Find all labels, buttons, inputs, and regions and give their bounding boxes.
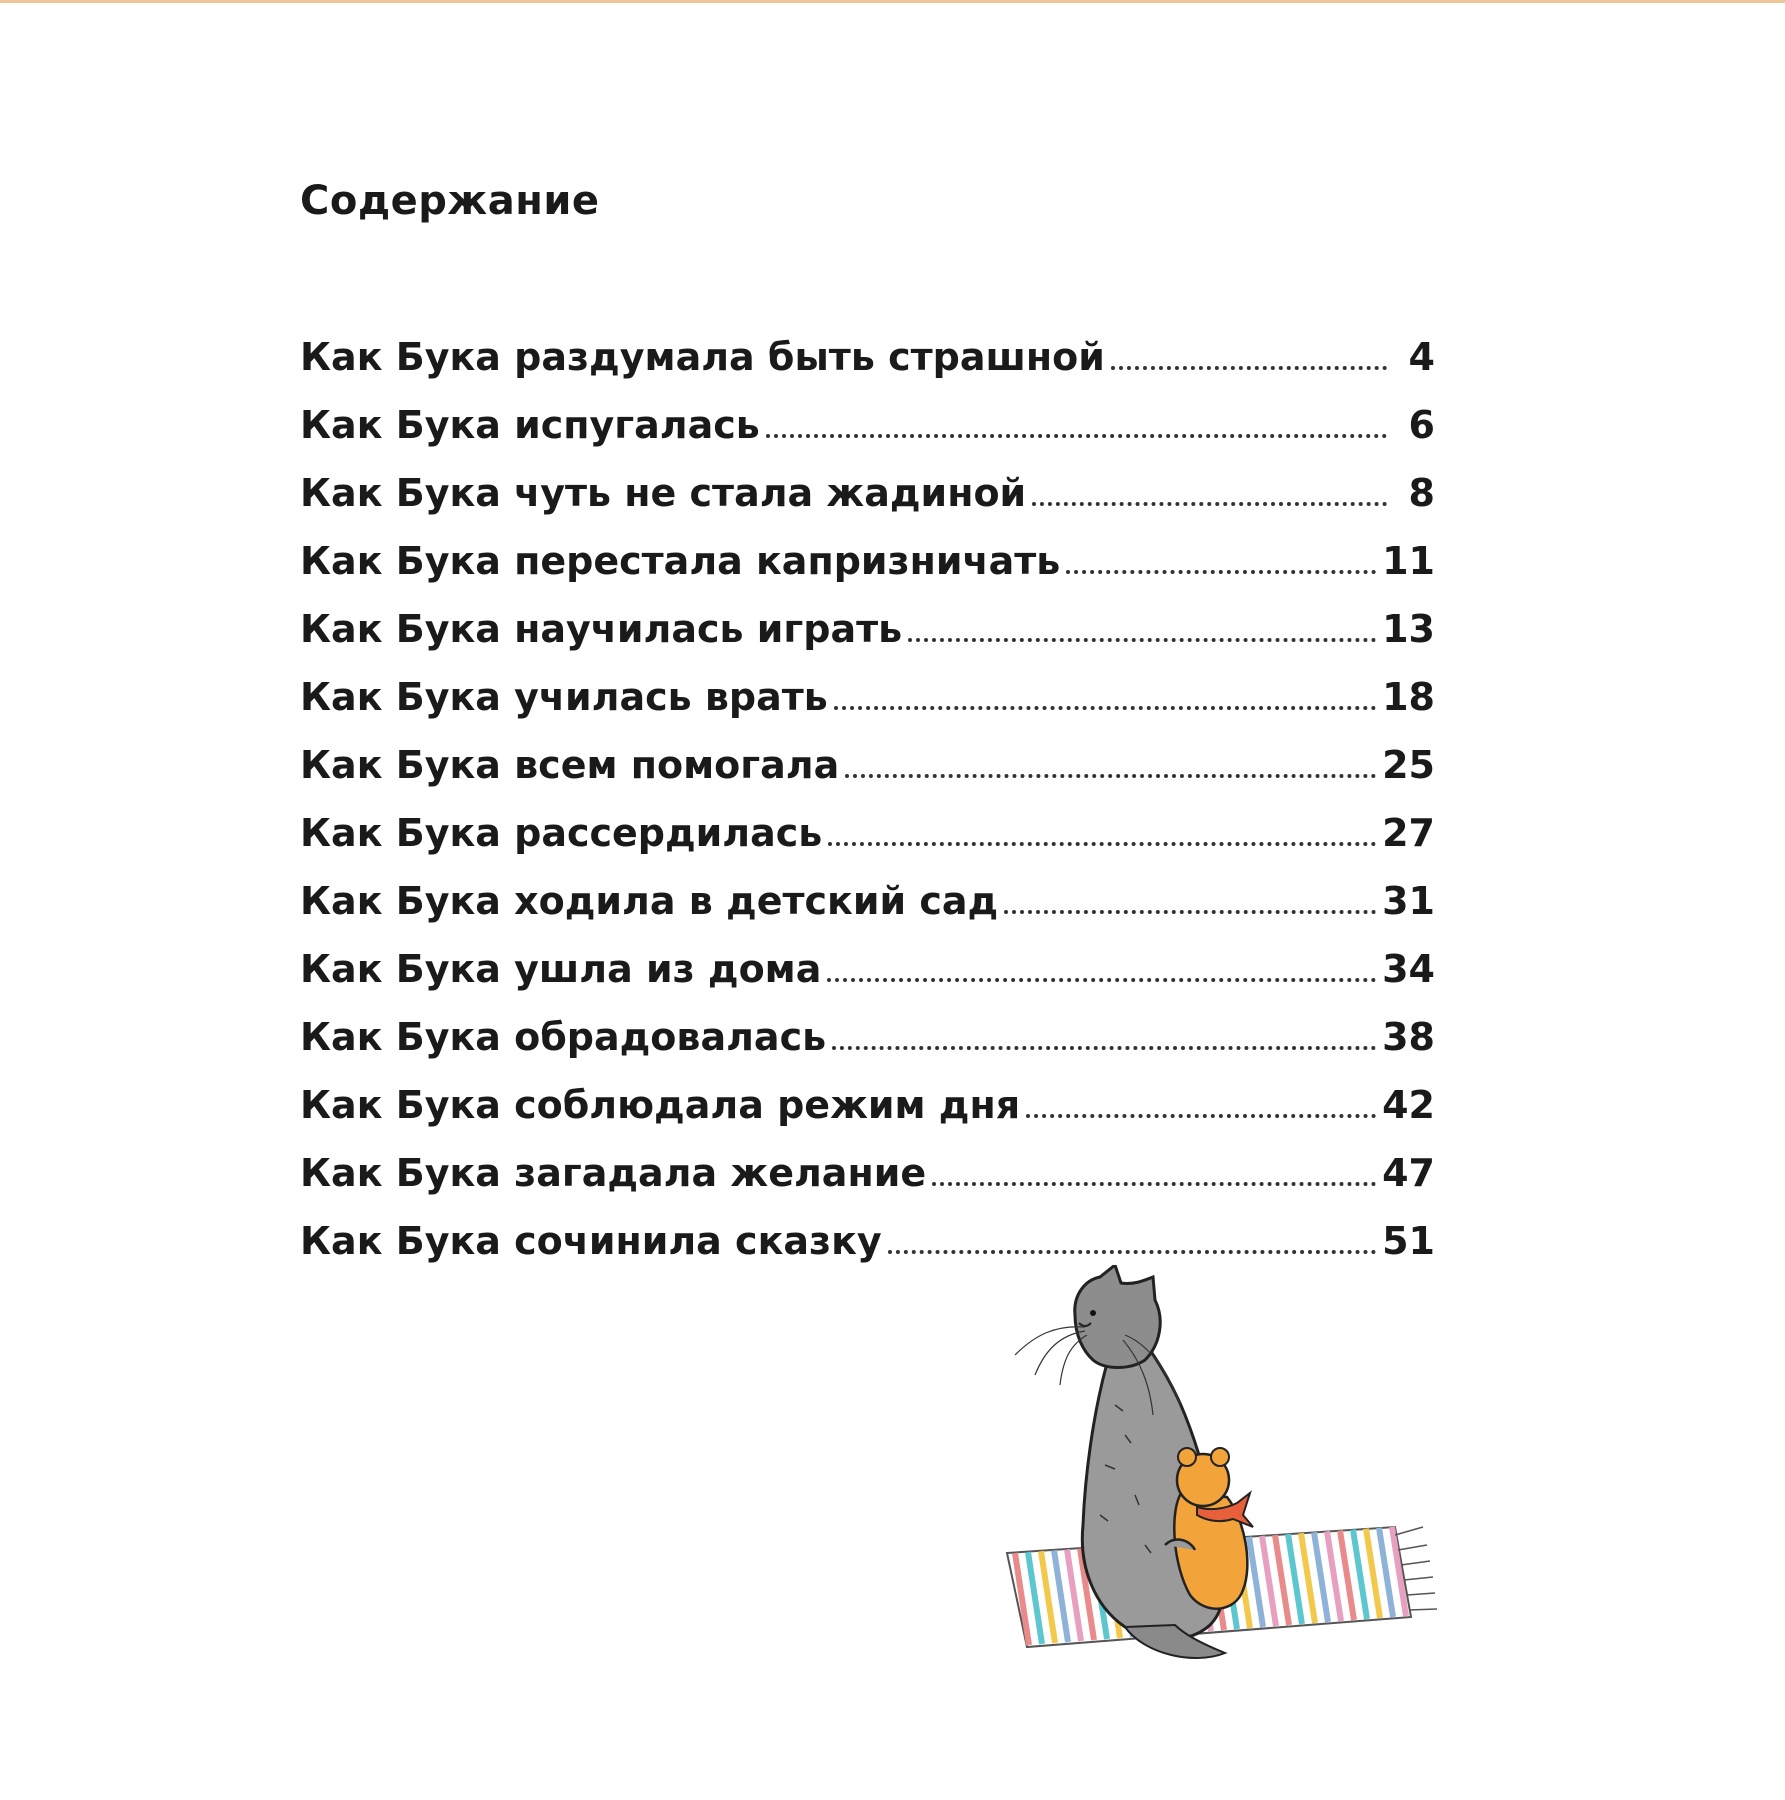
toc-entry[interactable] — [300, 444, 1435, 515]
toc-entry[interactable] — [300, 852, 1435, 923]
toc-entry-page-number: 25 — [1382, 743, 1435, 787]
toc-entry-title: Как Бука раздумала быть страшной — [300, 335, 1105, 379]
dot-leader — [827, 978, 1376, 982]
toc-entry-page-number: 31 — [1382, 879, 1435, 923]
toc-entry-page-number: 42 — [1382, 1083, 1435, 1127]
toc-entry-title: Как Бука сочинила сказку — [300, 1219, 882, 1263]
dot-leader — [908, 638, 1376, 642]
toc-entry-title: Как Бука рассердилась — [300, 811, 823, 855]
dot-leader — [766, 434, 1387, 438]
dot-leader — [828, 842, 1376, 846]
toc-entry[interactable] — [300, 512, 1435, 583]
toc-entry-page-number: 34 — [1382, 947, 1435, 991]
toc-entry[interactable] — [300, 308, 1435, 379]
toc-entry-page-number: 6 — [1408, 403, 1435, 447]
toc-entry-page-number: 51 — [1382, 1219, 1435, 1263]
toc-entry-page-number: 11 — [1382, 539, 1435, 583]
toc-entry-page-number: 47 — [1382, 1151, 1435, 1195]
toc-entry-title: Как Бука испугалась — [300, 403, 760, 447]
toc-entry-title: Как Бука загадала желание — [300, 1151, 927, 1195]
toc-entry-title: Как Бука училась врать — [300, 675, 828, 719]
toc-title: Содержание — [300, 178, 600, 224]
dot-leader — [1032, 502, 1387, 506]
dot-leader — [888, 1250, 1376, 1254]
toc-entry[interactable] — [300, 648, 1435, 719]
toc-entry[interactable] — [300, 920, 1435, 991]
dot-leader — [832, 1046, 1376, 1050]
toc-entry-title: Как Бука ушла из дома — [300, 947, 822, 991]
toc-entry-page-number: 13 — [1382, 607, 1435, 651]
toc-list — [300, 308, 1435, 1263]
dot-leader — [1066, 570, 1376, 574]
toc-entry-title: Как Бука чуть не стала жадиной — [300, 471, 1027, 515]
toc-entry-title: Как Бука соблюдала режим дня — [300, 1083, 1021, 1127]
page-top-edge — [0, 0, 1785, 3]
toc-entry[interactable] — [300, 580, 1435, 651]
toc-entry-page-number: 27 — [1382, 811, 1435, 855]
toc-entry[interactable] — [300, 716, 1435, 787]
toc-entry[interactable] — [300, 1192, 1435, 1263]
toc-entry[interactable] — [300, 988, 1435, 1059]
dot-leader — [1026, 1114, 1376, 1118]
toc-entry[interactable] — [300, 1124, 1435, 1195]
toc-entry-title: Как Бука обрадовалась — [300, 1015, 827, 1059]
dot-leader — [932, 1182, 1376, 1186]
toc-entry-title: Как Бука перестала капризничать — [300, 539, 1061, 583]
dot-leader — [845, 774, 1376, 778]
toc-entry-page-number: 8 — [1408, 471, 1435, 515]
toc-entry-title: Как Бука ходила в детский сад — [300, 879, 999, 923]
toc-entry-title: Как Бука всем помогала — [300, 743, 840, 787]
dot-leader — [834, 706, 1376, 710]
dot-leader — [1111, 366, 1387, 370]
toc-entry-page-number: 18 — [1382, 675, 1435, 719]
dot-leader — [1004, 910, 1376, 914]
toc-entry[interactable] — [300, 784, 1435, 855]
toc-entry[interactable] — [300, 376, 1435, 447]
toc-entry-page-number: 38 — [1382, 1015, 1435, 1059]
toc-entry-title: Как Бука научилась играть — [300, 607, 903, 651]
cat-illustration — [975, 1265, 1455, 1675]
toc-entry[interactable] — [300, 1056, 1435, 1127]
toc-entry-page-number: 4 — [1408, 335, 1435, 379]
